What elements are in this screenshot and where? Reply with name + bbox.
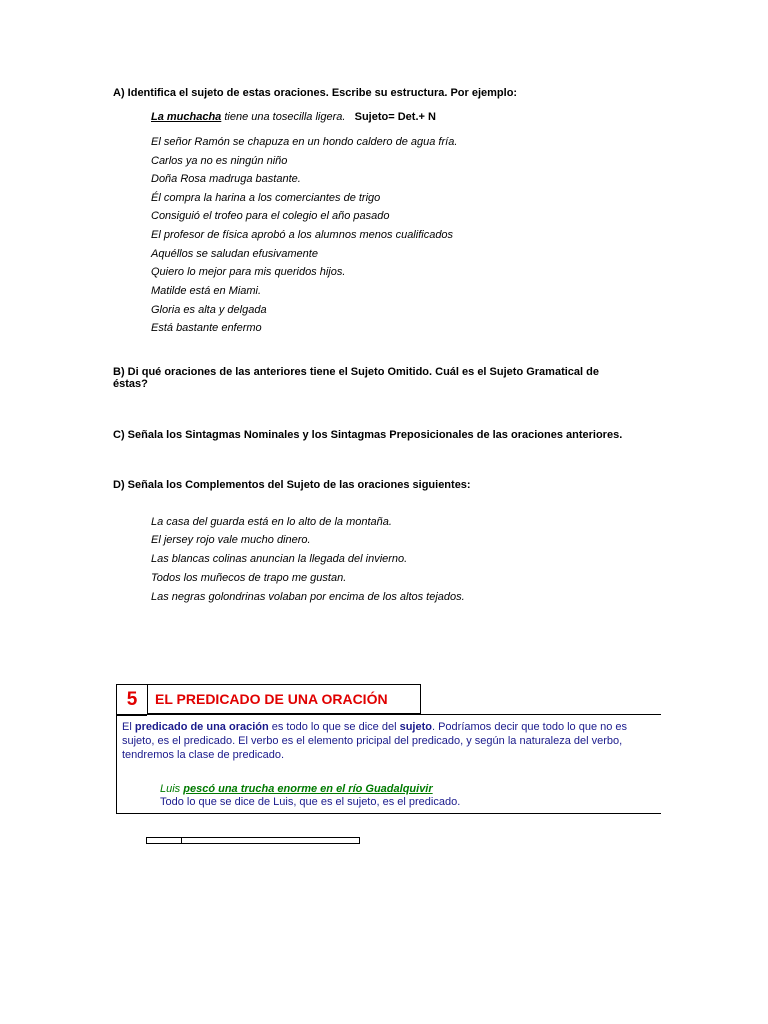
example-predicate: pescó una trucha enorme en el río Guadalquivir [183,783,433,795]
question-c-heading: C) Señala los Sintagmas Nominales y los Sintagmas Preposicionales de las oraciones anteriores. [113,429,623,441]
sentence-d-2: El jersey rojo vale mucho dinero. [151,534,311,546]
table-divider [181,837,182,844]
section-number-box [116,684,147,716]
sentence-a-11: Está bastante enfermo [151,322,262,334]
question-d-heading: D) Señala los Complementos del Sujeto de las oraciones siguientes: [113,479,471,491]
predicate-example [160,783,433,796]
sentence-a-10: Gloria es alta y delgada [151,304,267,316]
sentence-d-5: Las negras golondrinas volaban por encima de los altos tejados. [151,591,465,603]
sentence-d-3: Las blancas colinas anuncian la llegada del invierno. [151,553,408,565]
example-structure: Sujeto= Det.+ N [354,111,436,123]
sentence-d-1: La casa del guarda está en lo alto de la montaña. [151,516,392,528]
predicate-explanation: Todo lo que se dice de Luis, que es el sujeto, es el predicado. [160,796,461,808]
sentence-a-4: Él compra la harina a los comerciantes de trigo [151,192,381,204]
para-text-2: es todo lo que se dice del [268,721,400,733]
sentence-a-3: Doña Rosa madruga bastante. [151,173,301,185]
example-rest: tiene una tosecilla ligera. [221,111,346,123]
sentence-a-8: Quiero lo mejor para mis queridos hijos. [151,266,346,278]
empty-table-fragment [146,837,360,844]
sentence-a-9: Matilde está en Miami. [151,285,262,297]
section-title-box [147,684,421,714]
sentence-a-7: Aquéllos se saludan efusivamente [151,248,318,260]
section-title: EL PREDICADO DE UNA ORACIÓN [155,691,388,707]
section-number: 5 [126,689,138,710]
para-bold-predicado: predicado de una oración [134,721,269,733]
sentence-a-1: El señor Ramón se chapuza en un hondo caldero de agua fría. [151,136,458,148]
example-subject: La muchacha [151,111,222,123]
section-paragraph [122,720,658,762]
sentence-a-6: El profesor de física aprobó a los alumnos menos cualificados [151,229,454,241]
question-b-heading: B) Di qué oraciones de las anteriores tiene el Sujeto Omitido. Cuál es el Sujeto Gramatical de éstas? [113,366,599,390]
para-text-3: . Podríamos decir que todo lo que no es sujeto, es el predicado. El verbo es el elemento pricipal del predicado, y según la naturaleza del verbo, tendremos la clase de predicado. [122,721,628,761]
example-subject-luis: Luis [160,783,181,795]
example-line [151,110,436,124]
sentence-a-2: Carlos ya no es ningún niño [151,155,288,167]
sentence-a-5: Consiguió el trofeo para el colegio el año pasado [151,210,390,222]
question-a-heading: A) Identifica el sujeto de estas oraciones. Escribe su estructura. Por ejemplo: [113,87,518,99]
sentence-d-4: Todos los muñecos de trapo me gustan. [151,572,347,584]
para-text-1: El [122,721,135,733]
para-bold-sujeto: sujeto [399,721,432,733]
